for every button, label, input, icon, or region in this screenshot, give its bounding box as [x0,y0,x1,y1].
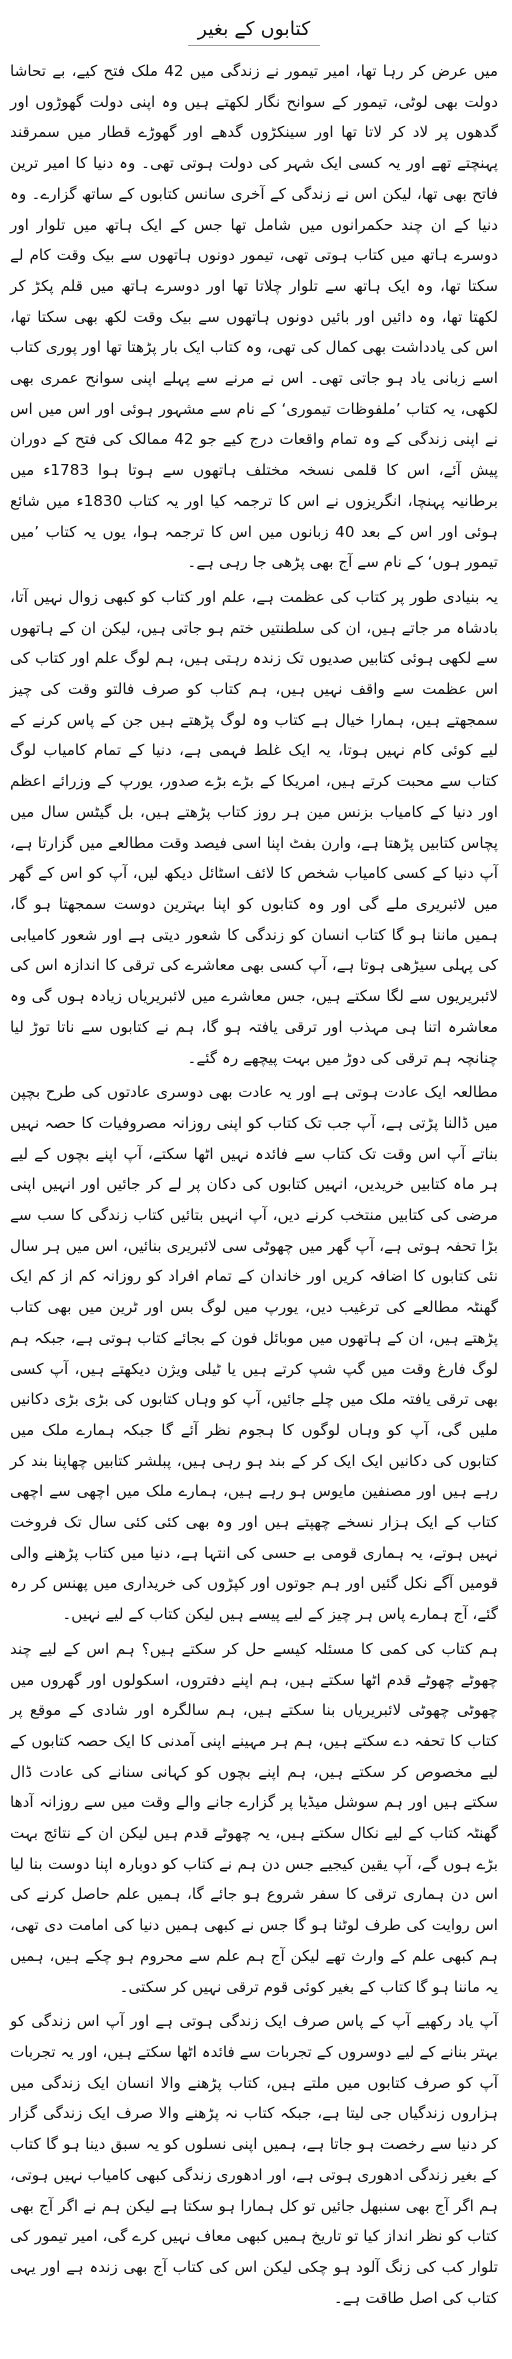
article-paragraph: یہ بنیادی طور پر کتاب کی عظمت ہے، علم اور کتاب کو کبھی زوال نہیں آتا، بادشاہ مر جاتے ہیں، ان کی سلطنتیں ختم ہو جاتی ہیں، لیکن ان کے ہاتھوں سے لکھی ہوئی کتابیں صدیوں تک زندہ رہتی ہیں، ہم لوگ علم اور کتاب کی اس عظمت سے واقف نہیں ہیں، ہم کتاب کو صرف فالتو وقت کی چیز سمجھتے ہیں، ہمارا خیال ہے کتاب وہ لوگ پڑھتے ہیں جن کے پاس کرنے کے لیے کوئی کام نہیں ہوتا، یہ ایک غلط فہمی ہے، دنیا کے تمام کامیاب لوگ کتاب سے محبت کرتے ہیں، امریکا کے بڑے بڑے صدور، یورپ کے وزرائے اعظم اور دنیا کے کامیاب بزنس مین ہر روز کتاب پڑھتے ہیں، بل گیٹس سال میں پچاس کتابیں پڑھتا ہے، وارن بفٹ اپنا اسی فیصد وقت مطالعے میں گزارتا ہے، آپ دنیا کے کسی کامیاب شخص کا لائف اسٹائل دیکھ لیں، آپ کو اس کے گھر میں لائبریری ملے گی اور وہ کتابوں کو اپنا بہترین دوست سمجھتا ہو گا، ہمیں ماننا ہو گا کتاب انسان کو زندگی کا شعور دیتی ہے اور شعور کامیابی کی پہلی سیڑھی ہوتا ہے، آپ کسی بھی معاشرے کی ترقی کا اندازہ اس کی لائبریریوں سے لگا سکتے ہیں، جس معاشرے میں لائبریریاں زیادہ ہوں گی وہ معاشرہ اتنا ہی مہذب اور ترقی یافتہ ہو گا، ہم نے کتابوں سے ناتا توڑ لیا چنانچہ ہم ترقی کی دوڑ میں بہت پیچھے رہ گئے۔ [10,587,498,1067]
article-title: کتابوں کے بغیر [188,16,321,46]
article-paragraph: مطالعہ ایک عادت ہوتی ہے اور یہ عادت بھی دوسری عادتوں کی طرح بچپن میں ڈالنا پڑتی ہے، آپ جب تک کتاب کو اپنی روزانہ مصروفیات کا حصہ نہیں بناتے آپ اس وقت تک کتاب سے فائدہ نہیں اٹھا سکتے، آپ اپنے بچوں کے لیے ہر ماہ کتابیں خریدیں، انہیں کتابوں کی دکان پر لے کر جائیں اور انہیں اپنی مرضی کی کتابیں منتخب کرنے دیں، آپ انہیں بتائیں کتاب زندگی کا سب سے بڑا تحفہ ہوتی ہے، آپ گھر میں چھوٹی سی لائبریری بنائیں، اس میں ہر سال نئی کتابوں کا اضافہ کریں اور خاندان کے تمام افراد کو روزانہ کم از کم ایک گھنٹہ مطالعے کی ترغیب دیں، یورپ میں لوگ بس اور ٹرین میں بھی کتاب پڑھتے ہیں، ان کے ہاتھوں میں موبائل فون کے بجائے کتاب ہوتی ہے، جبکہ ہم لوگ فارغ وقت میں گپ شپ کرتے ہیں یا ٹیلی ویژن دیکھتے ہیں، آپ کسی بھی ترقی یافتہ ملک میں چلے جائیں، آپ کو وہاں کتابوں کی بڑی بڑی دکانیں ملیں گی، آپ کو وہاں لوگوں کا ہجوم نظر آئے گا جبکہ ہمارے ملک میں کتابوں کی دکانیں ایک ایک کر کے بند ہو رہی ہیں، پبلشر کتابیں چھاپنا بند کر رہے ہیں اور مصنفین مایوس ہو رہے ہیں، ہمارے ملک میں اچھی سے اچھی کتاب کے ایک ہزار نسخے چھپتے ہیں اور وہ بھی کئی کئی سال تک فروخت نہیں ہوتے، یہ ہماری قومی بے حسی کی انتہا ہے، دنیا میں کتاب پڑھنے والی قومیں آگے نکل گئیں اور ہم جوتوں اور کپڑوں کی خریداری میں پھنس کر رہ گئے، آج ہمارے پاس ہر چیز کے لیے پیسے ہیں لیکن کتاب کے لیے نہیں۔ [10,1083,498,1624]
article-paragraph: میں عرض کر رہا تھا، امیر تیمور نے زندگی میں 42 ملک فتح کیے، بے تحاشا دولت بھی لوٹی، تیمور کے سوانح نگار لکھتے ہیں وہ اپنی دولت گھوڑوں اور گدھوں پر لاد کر لاتا تھا اور سینکڑوں گدھے اور گھوڑے قطار میں سمرقند پہنچتے تھے اور یہ کسی ایک شہر کی دولت ہوتی تھی۔ وہ دنیا کا امیر ترین فاتح بھی تھا، لیکن اس نے زندگی کے آخری سانس کتابوں کے ساتھ گزارے۔ وہ دنیا کے ان چند حکمرانوں میں شامل تھا جس کے ایک ہاتھ میں تلوار اور دوسرے ہاتھ میں کتاب ہوتی تھی، تیمور دونوں ہاتھوں سے بیک وقت کام لے سکتا تھا، وہ ایک ہاتھ سے تلوار چلاتا تھا اور دوسرے ہاتھ میں قلم پکڑ کر لکھتا تھا، وہ دائیں اور بائیں دونوں ہاتھوں سے بیک وقت لکھ بھی سکتا تھا، اس کی یادداشت بھی کمال کی تھی، وہ کتاب ایک بار پڑھتا تھا اور پوری کتاب اسے زبانی یاد ہو جاتی تھی۔ اس نے مرنے سے پہلے اپنی سوانح عمری بھی لکھی، یہ کتاب ’ملفوظات تیموری‘ کے نام سے مشہور ہوئی اور اس میں اس نے اپنی زندگی کے وہ تمام واقعات درج کیے جو 42 ممالک کی فتح کے دوران پیش آئے، اس کا قلمی نسخہ مختلف ہاتھوں سے ہوتا ہوا 1783ء میں برطانیہ پہنچا، انگریزوں نے اس کا ترجمہ کیا اور یہ کتاب 1830ء میں شائع ہوئی اور اس کے بعد 40 زبانوں میں اس کا ترجمہ ہوا، یوں یہ کتاب ’میں تیمور ہوں‘ کے نام سے آج بھی پڑھی جا رہی ہے۔ [10,62,499,572]
title-wrap [10,16,498,46]
article-paragraph: آپ یاد رکھیے آپ کے پاس صرف ایک زندگی ہوتی ہے اور آپ اس زندگی کو بہتر بنانے کے لیے دوسروں کے تجربات سے فائدہ اٹھا سکتے ہیں، اور یہ تجربات آپ کو صرف کتابوں میں ملتے ہیں، کتاب پڑھنے والا انسان ایک زندگی میں ہزاروں زندگیاں جی لیتا ہے، جبکہ کتاب نہ پڑھنے والا صرف ایک زندگی گزار کر دنیا سے رخصت ہو جاتا ہے، ہمیں اپنی نسلوں کو یہ سبق دینا ہو گا کتاب کے بغیر زندگی ادھوری ہوتی ہے، اور ادھوری زندگی کبھی کامیاب نہیں ہوتی، ہم اگر آج بھی سنبھل جائیں تو کل ہمارا ہو سکتا ہے لیکن ہم نے اگر آج بھی کتاب کو نظر انداز کیا تو تاریخ ہمیں کبھی معاف نہیں کرے گی، امیر تیمور کی تلوار کب کی زنگ آلود ہو چکی لیکن اس کی کتاب آج بھی زندہ ہے اور یہی کتاب کی اصل طاقت ہے۔ [10,2012,498,2307]
article-body [10,56,498,2313]
article-paragraph: ہم کتاب کی کمی کا مسئلہ کیسے حل کر سکتے ہیں؟ ہم اس کے لیے چند چھوٹے چھوٹے قدم اٹھا سکتے ہیں، ہم اپنے دفتروں، اسکولوں اور گھروں میں چھوٹی چھوٹی لائبریریاں بنا سکتے ہیں، ہم سالگرہ اور شادی کے موقع پر کتاب کا تحفہ دے سکتے ہیں، ہم ہر مہینے اپنی آمدنی کا ایک حصہ کتابوں کے لیے مخصوص کر سکتے ہیں، ہم اپنے بچوں کو کہانی سنانے کی عادت ڈال سکتے ہیں اور ہم سوشل میڈیا پر گزارے جانے والے وقت میں سے روزانہ آدھا گھنٹہ کتاب کے لیے نکال سکتے ہیں، یہ چھوٹے قدم ہیں لیکن ان کے نتائج بہت بڑے ہوں گے، آپ یقین کیجیے جس دن ہم نے کتاب کو دوبارہ اپنا دوست بنا لیا اس دن ہماری ترقی کا سفر شروع ہو جائے گا، ہمیں علم حاصل کرنے کی اس روایت کی طرف لوٹنا ہو گا جس نے کبھی ہمیں دنیا کی امامت دی تھی، ہم کبھی علم کے وارث تھے لیکن آج ہم علم سے محروم ہو چکے ہیں، ہمیں یہ ماننا ہو گا کتاب کے بغیر کوئی قوم ترقی نہیں کر سکتی۔ [10,1639,498,1996]
